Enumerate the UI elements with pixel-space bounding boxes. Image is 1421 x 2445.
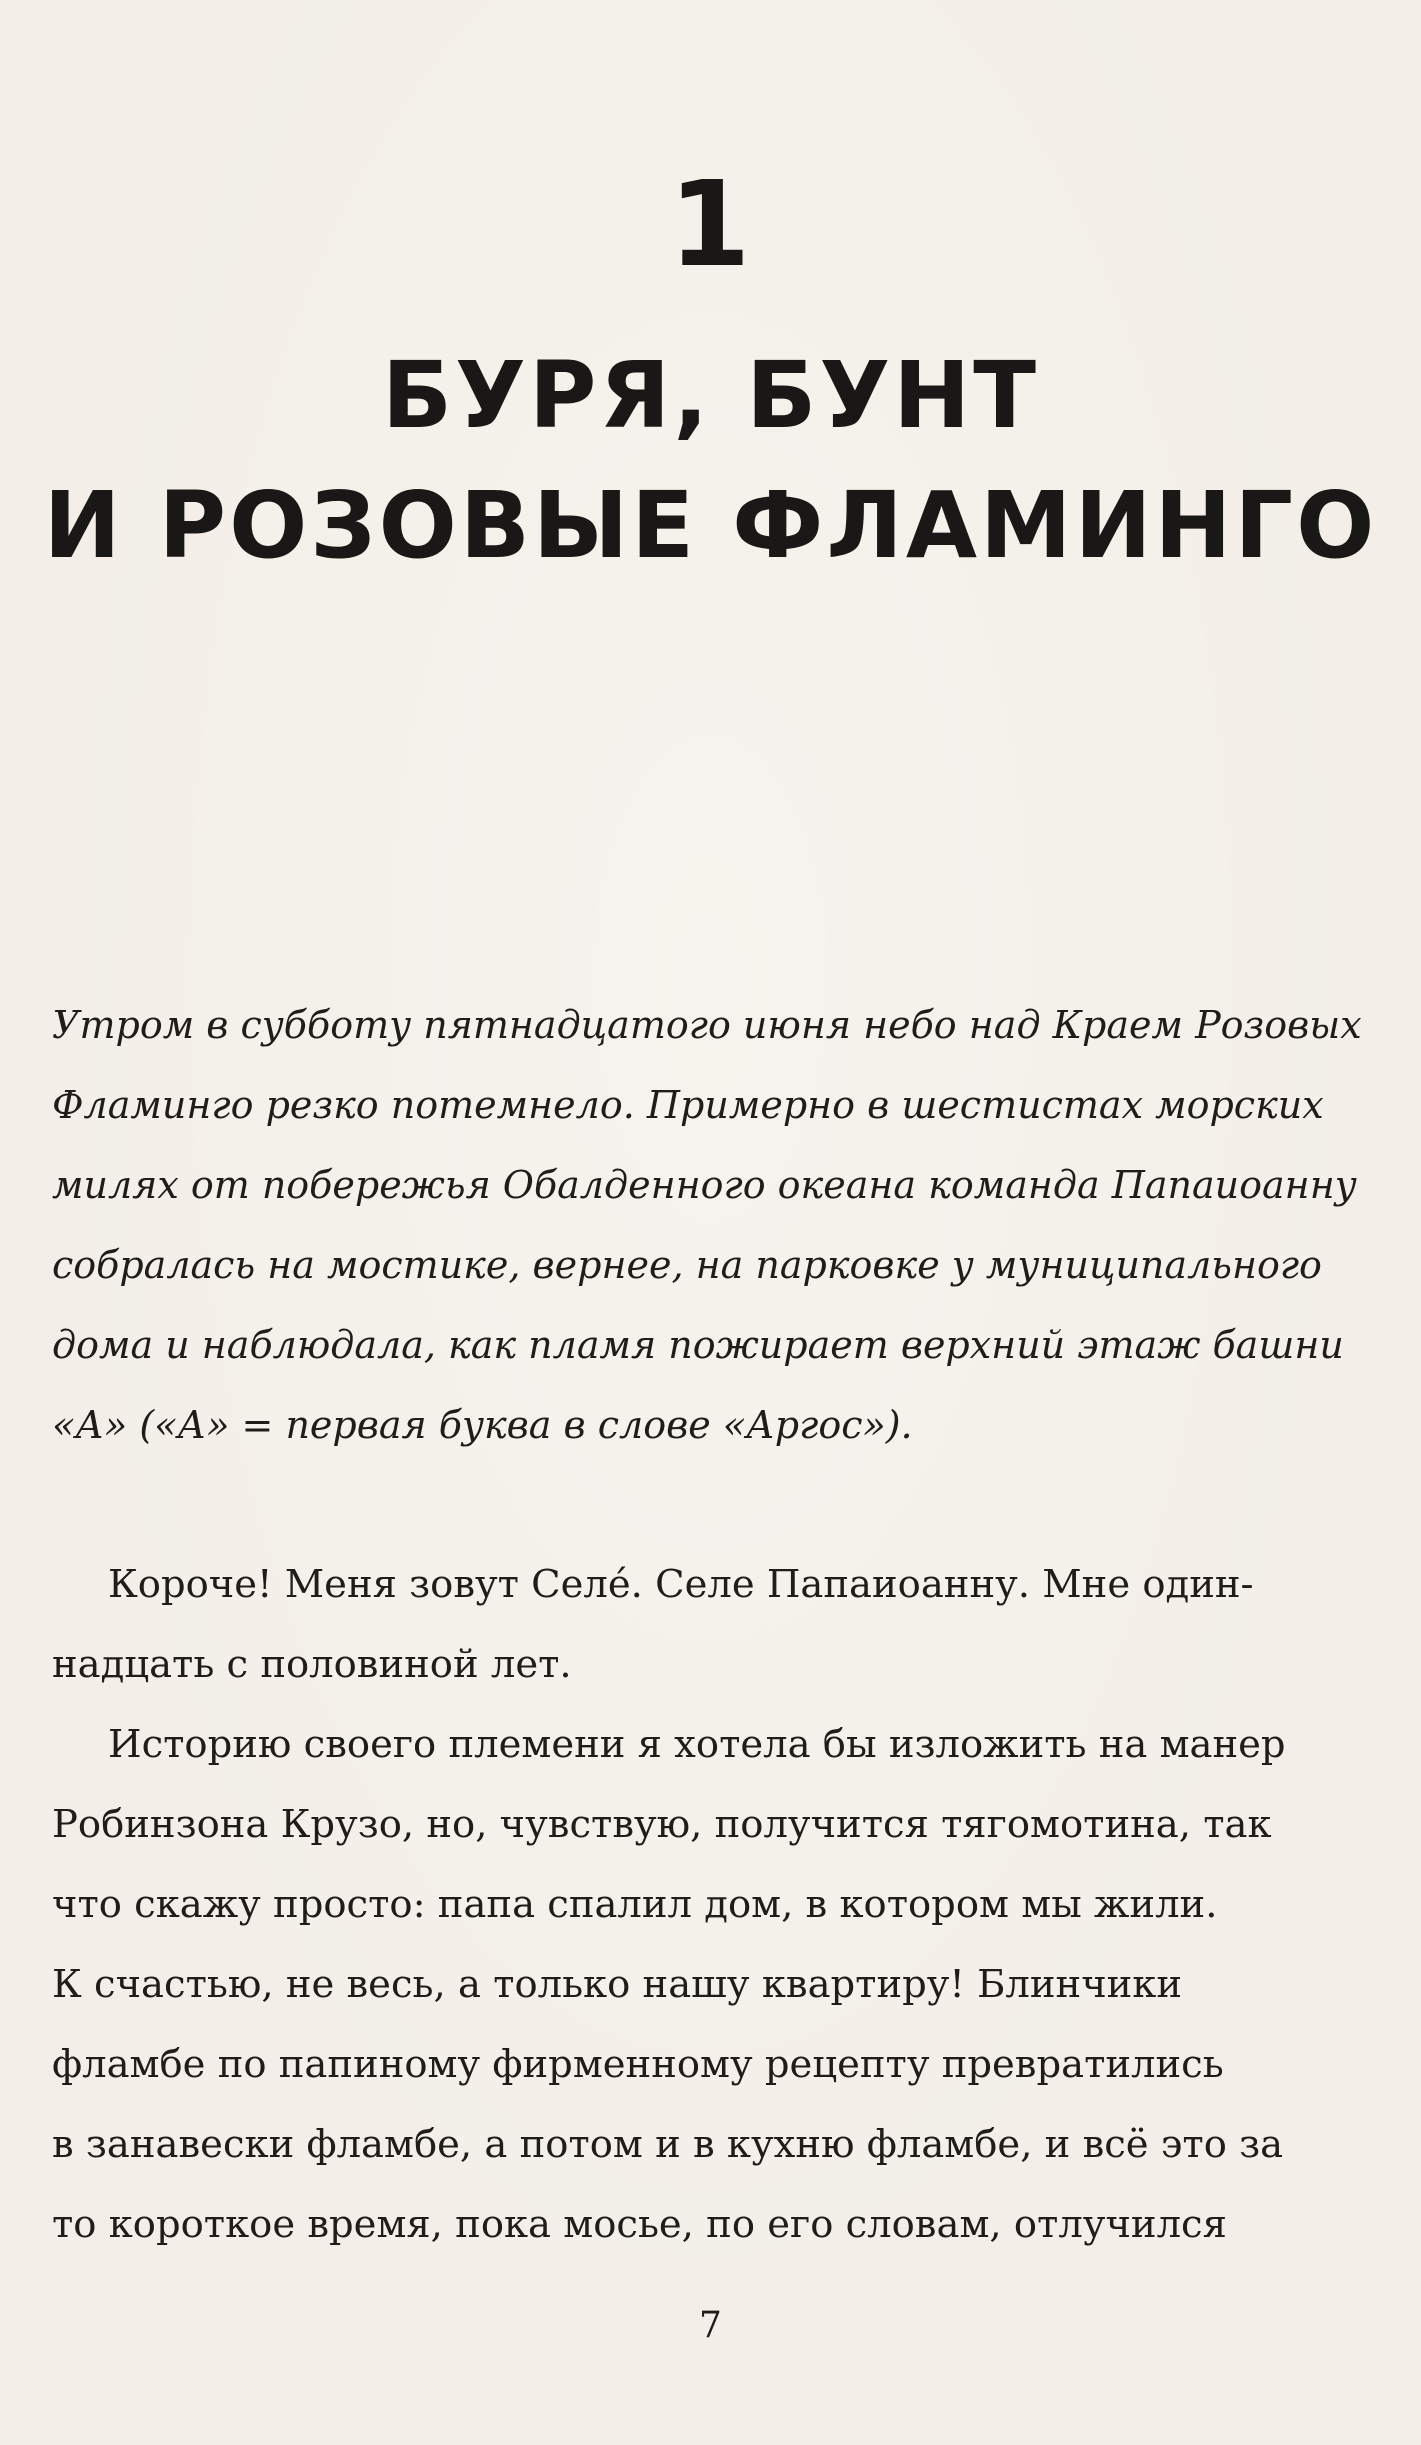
epigraph-line: «А» («А» = первая буква в слове «Аргос»). [52, 1403, 913, 1447]
paragraph-1-line: Короче! Меня зовут Селе́. Селе Папаиоанну. Мне один- [108, 1562, 1254, 1607]
epigraph [52, 985, 1362, 1465]
paragraph-2-line: что скажу просто: папа спалил дом, в котором мы жили. [52, 1882, 1218, 1927]
paragraph-2-line: К счастью, не весь, а только нашу квартиру! Блинчики [52, 1962, 1183, 2007]
paragraph-2-line: Робинзона Крузо, но, чувствую, получится тягомотина, так [52, 1802, 1272, 1847]
paragraph-2-line: в занавески фламбе, а потом и в кухню фламбе, и всё это за [52, 2122, 1284, 2167]
epigraph-line: милях от побережья Обалденного океана команда Папаиоанну [52, 1163, 1357, 1207]
epigraph-line: Фламинго резко потемнело. Примерно в шестистах морских [52, 1083, 1324, 1127]
page-number: 7 [699, 2305, 722, 2346]
chapter-number: 1 [668, 155, 753, 293]
chapter-title-line-2: И РОЗОВЫЕ ФЛАМИНГО [43, 472, 1378, 579]
body-text [52, 1545, 1322, 2265]
epigraph-line: Утром в субботу пятнадцатого июня небо над Краем Розовых [52, 1003, 1362, 1047]
paragraph-1-line: надцать с половиной лет. [52, 1642, 572, 1687]
epigraph-line: дома и наблюдала, как пламя пожирает верхний этаж башни [52, 1323, 1344, 1367]
chapter-title-line-1: БУРЯ, БУНТ [381, 342, 1040, 449]
epigraph-line: собралась на мостике, вернее, на парковке у муниципального [52, 1243, 1322, 1287]
paragraph-2-line: фламбе по папиному фирменному рецепту превратились [52, 2042, 1224, 2087]
paragraph-2-line: то короткое время, пока мосье, по его словам, отлучился [52, 2202, 1227, 2247]
paragraph-2-line: Историю своего племени я хотела бы изложить на манер [108, 1722, 1286, 1767]
